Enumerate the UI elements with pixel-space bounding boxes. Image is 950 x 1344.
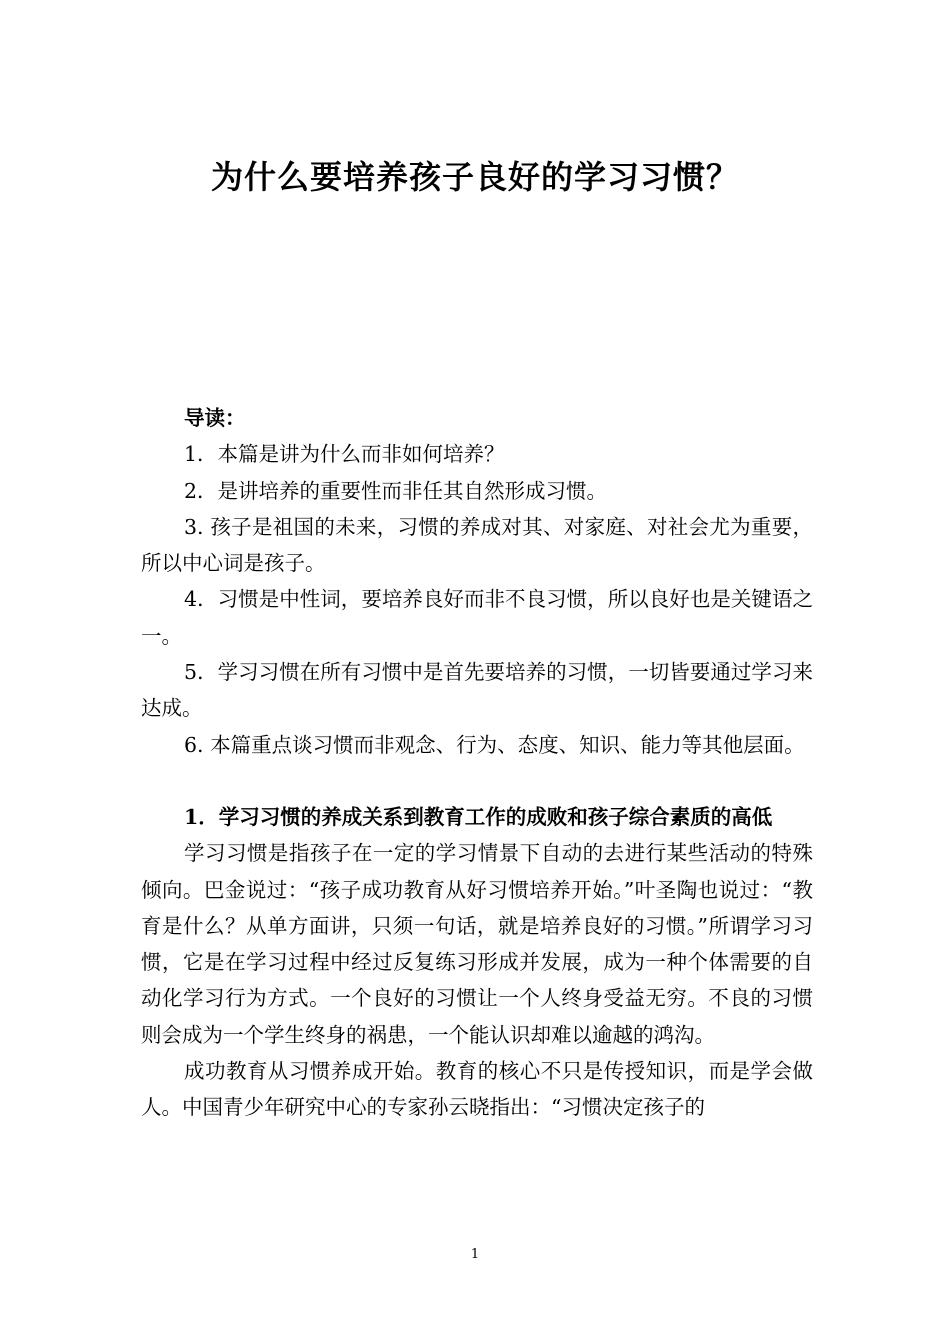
body-paragraph: 成功教育从习惯养成开始。教育的核心不只是传授知识，而是学会做人。中国青少年研究中心的专家孙云晓指出：“习惯决定孩子的 [141,1059,813,1120]
intro-item: 3. 孩子是祖国的未来，习惯的养成对其、对家庭、对社会尤为重要，所以中心词是孩子。 [141,514,813,576]
document-body [141,400,813,1126]
paragraph-spacer [141,763,813,799]
intro-item: 5．学习习惯在所有习惯中是首先要培养的习惯，一切皆要通过学习来达成。 [141,660,813,721]
intro-item: 4．习惯是中性词，要培养良好而非不良习惯，所以良好也是关键语之一。 [141,587,813,648]
intro-heading: 导读： [184,406,246,430]
intro-item: 2．是讲培养的重要性而非任其自然形成习惯。 [184,478,608,503]
intro-item: 1．本篇是讲为什么而非如何培养？ [184,442,505,467]
section-heading: 1．学习习惯的养成关系到教育工作的成败和孩子综合素质的高低 [184,804,773,829]
body-paragraph: 学习习惯是指孩子在一定的学习情景下自动的去进行某些活动的特殊倾向。巴金说过：“孩子成功教育从好习惯培养开始。”叶圣陶也说过：“教育是什么？从单方面讲，只须一句话，就是培养良好的习惯。”所谓学习习惯，它是在学习过程中经过反复练习形成并发展，成为一种个体需要的自动化学习行为方式。一个良好的习惯让一个人终身受益无穷。不良的习惯则会成为一个学生终身的祸患，一个能认识却难以逾越的鸿沟。 [141,841,813,1047]
page-number: 1 [470,1247,480,1262]
intro-item: 6. 本篇重点谈习惯而非观念、行为、态度、知识、能力等其他层面。 [184,732,805,757]
document-title: 为什么要培养孩子良好的学习习惯？ [210,158,739,196]
